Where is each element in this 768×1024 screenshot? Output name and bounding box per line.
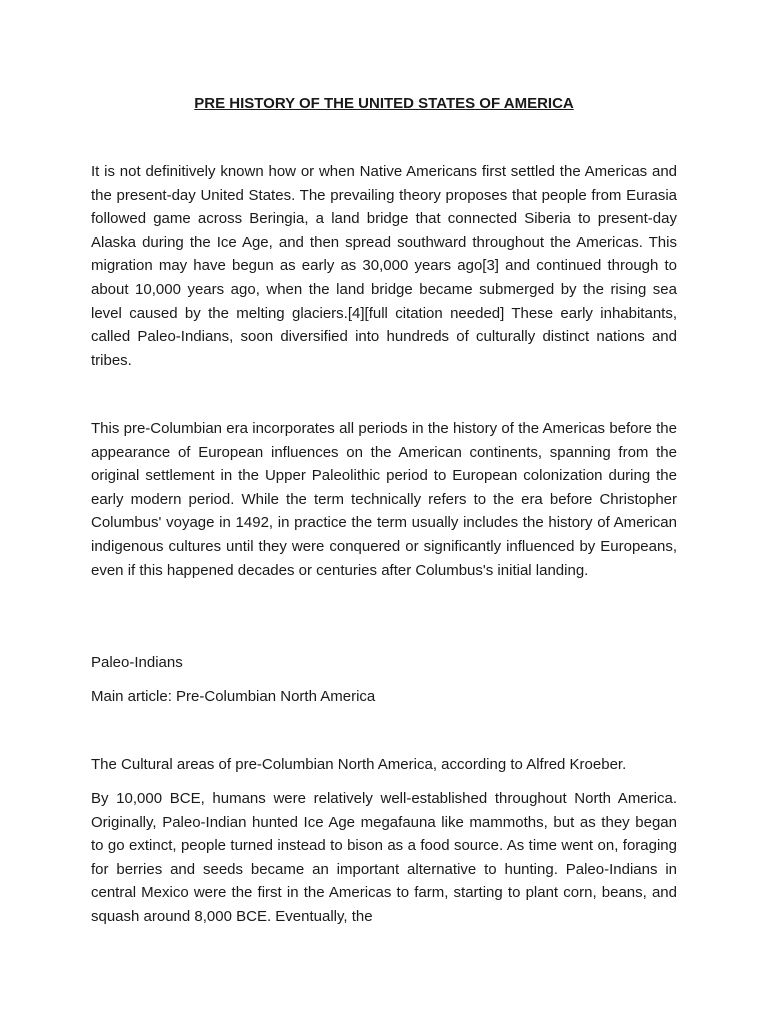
section-heading-paleo-indians: Paleo-Indians	[91, 654, 183, 671]
main-article-reference: Main article: Pre-Columbian North America	[91, 688, 376, 705]
paragraph-native-americans: It is not definitively known how or when Native Americans first settled the Americas and the present-day United States. The prevailing theory proposes that people from Eurasia followed game across Beringia, a land bridge that connected Siberia to present-day Alaska during the Ice Age, and then spread southward throughout the Americas. This migration may have begun as early as 30,000 years ago[3] and continued through to about 10,000 years ago, when the land bridge became submerged by the rising sea level caused by the melting glaciers.[4][full citation needed] These early inhabitants, called Paleo-Indians, soon diversified into hundreds of culturally distinct nations and tribes.	[91, 163, 677, 369]
paragraph-pre-columbian-era: This pre-Columbian era incorporates all periods in the history of the Americas before the appearance of European influences on the American continents, spanning from the original settlement in the Upper Paleolithic period to European colonization during the early modern period. While the term technically refers to the era before Christopher Columbus' voyage in 1492, in practice the term usually includes the history of American indigenous cultures until they were conquered or significantly influenced by Europeans, even if this happened decades or centuries after Columbus's initial landing.	[91, 420, 677, 579]
figure-caption: The Cultural areas of pre-Columbian North America, according to Alfred Kroeber.	[91, 756, 627, 773]
paragraph-paleo-indians: By 10,000 BCE, humans were relatively well-established throughout North America. Originally, Paleo-Indian hunted Ice Age megafauna like mammoths, but as they began to go extinct, people turned instead to bison as a food source. As time went on, foraging for berries and seeds became an important alternative to hunting. Paleo-Indians in central Mexico were the first in the Americas to farm, starting to plant corn, beans, and squash around 8,000 BCE. Eventually, the	[91, 790, 677, 925]
document-title: PRE HISTORY OF THE UNITED STATES OF AMERICA	[194, 95, 574, 112]
